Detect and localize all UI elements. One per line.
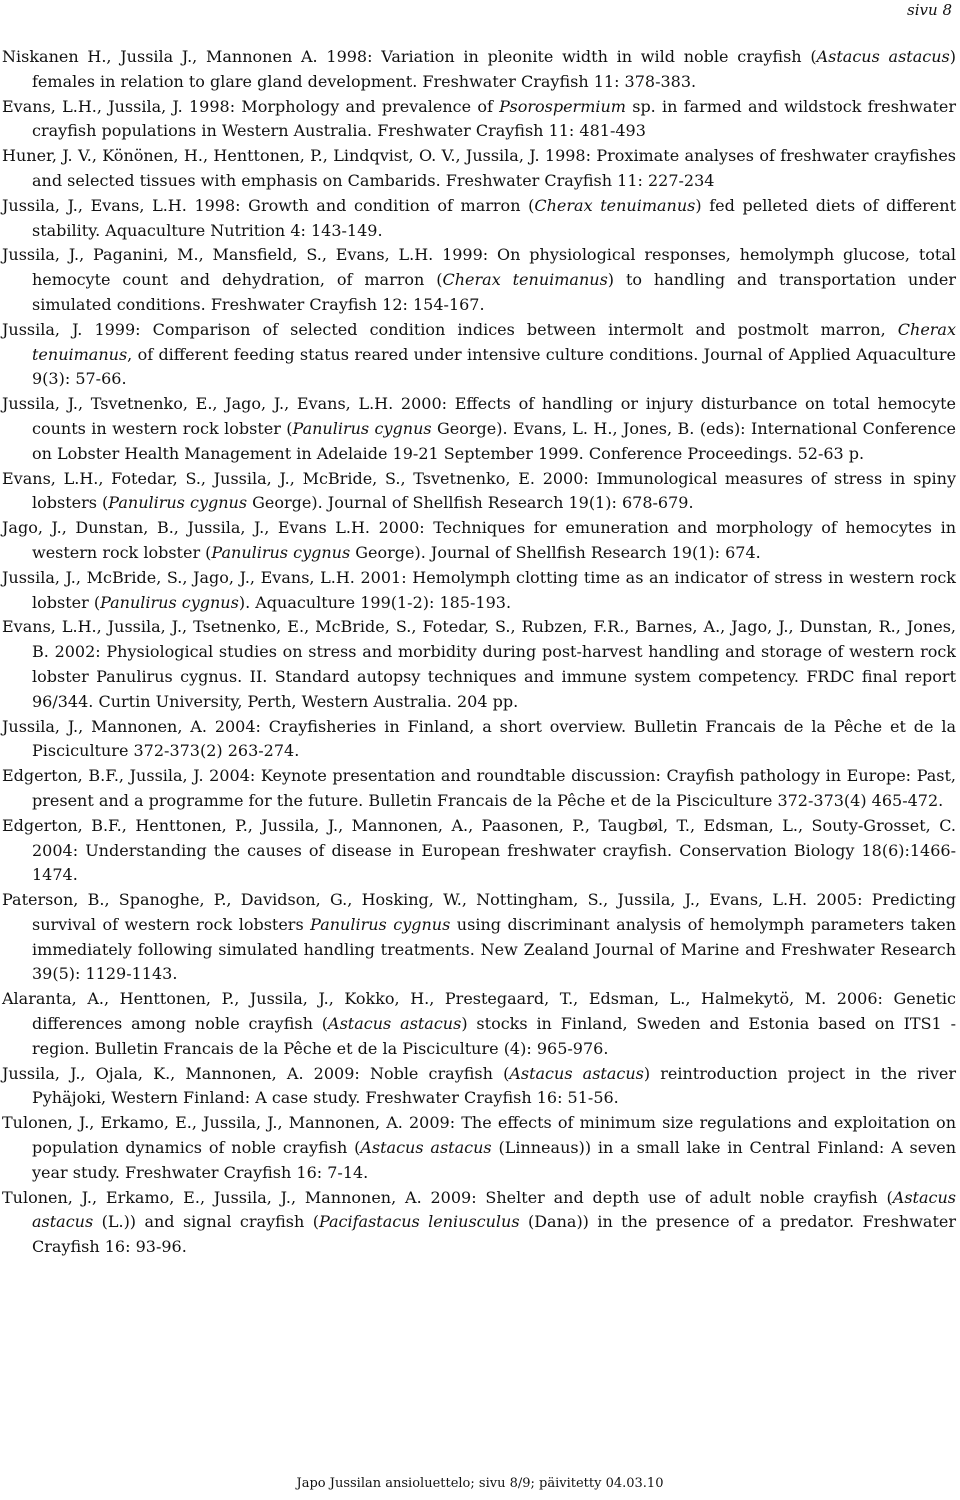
species-name: Psorospermium [499,96,626,116]
reference-list [2,45,956,1260]
reference-text: Evans, L.H., Jussila, J. 1998: Morphology and prevalence of [2,96,500,116]
reference-text: Alaranta, A., Henttonen, P., Jussila, J., Kokko, H., Prestegaard, T., Edsman, L., Halmekytö, M. 2006: Genetic differences among noble crayfish ( [2,989,956,1034]
reference-entry [2,987,956,1061]
reference-entry [2,615,956,714]
reference-entry [2,392,956,466]
reference-text: George). Journal of Shellfish Research 19(1): 678-679. [247,493,694,513]
reference-text: sp. in farmed and wildstock freshwater crayfish populations in Western Australia. Freshwater Crayfish 11: 481-493 [32,96,956,141]
reference-entry [2,516,956,566]
reference-text: ) fed pelleted diets of different stability. Aquaculture Nutrition 4: 143-149. [32,195,957,240]
reference-text: George). Journal of Shellfish Research 19(1): 674. [350,542,761,562]
species-name: Cherax tenuimanus [534,195,696,215]
reference-text: using discriminant analysis of hemolymph parameters taken immediately following simulated handling treatments. New Zealand Journal of Marine and Freshwater Research 39(5): 1129-1143. [32,914,956,984]
reference-entry [2,95,956,145]
reference-text: ) to handling and transportation under simulated conditions. Freshwater Crayfish 12: 154-167. [32,270,956,314]
species-name: Cherax tenuimanus [442,270,608,290]
reference-text: Jago, J., Dunstan, B., Jussila, J., Evans L.H. 2000: Techniques for emuneration and morphology of hemocytes in western rock lobster ( [2,518,956,562]
reference-entry [2,467,956,517]
reference-entry [2,764,956,814]
reference-text: Jussila, J., Ojala, K., Mannonen, A. 2009: Noble crayfish ( [2,1063,510,1083]
reference-entry [2,566,956,616]
reference-text: ). Aquaculture 199(1-2): 185-193. [238,592,512,612]
reference-entry [2,243,956,317]
species-name: Cherax tenuimanus [32,319,956,364]
species-name: Astacus astacus [32,1187,956,1232]
reference-text: Edgerton, B.F., Henttonen, P., Jussila, J., Mannonen, A., Paasonen, P., Taugbøl, T., Edsman, L., Souty-Grosset, C. 2004: Understanding the causes of disease in European freshwater crayfish. Conservation Biology 18(6):1466-1474. [2,815,956,885]
reference-text: Edgerton, B.F., Jussila, J. 2004: Keynote presentation and roundtable discussion: Crayfish pathology in Europe: Past, present and a programme for the future. Bulletin Francais de la Pêche et de la Pisciculture 372-373(4) 465-472. [2,766,956,810]
species-name: Astacus astacus [328,1014,462,1034]
reference-entry [2,144,956,194]
reference-entry [2,45,956,95]
reference-entry [2,1111,956,1185]
reference-text: Jussila, J., Evans, L.H. 1998: Growth and condition of marron ( [2,195,535,215]
reference-text: (Linneaus)) in a small lake in Central Finland: A seven year study. Freshwater Crayfish 16: 7-14. [32,1138,956,1182]
species-name: Panulirus cygnus [292,418,432,438]
reference-text: (Dana)) in the presence of a predator. Freshwater Crayfish 16: 93-96. [32,1212,957,1257]
reference-text: Evans, L.H., Fotedar, S., Jussila, J., McBride, S., Tsvetnenko, E. 2000: Immunological measures of stress in spiny lobsters ( [2,468,956,513]
reference-text: Jussila, J., Mannonen, A. 2004: Crayfisheries in Finland, a short overview. Bulletin Francais de la Pêche et de la Pisciculture 372-373(2) 263-274. [2,716,956,761]
reference-text: Jussila, J., McBride, S., Jago, J., Evans, L.H. 2001: Hemolymph clotting time as an indicator of stress in western rock lobster ( [2,567,956,612]
page-footer: Japo Jussilan ansioluettelo; sivu 8/9; päivitetty 04.03.10 [296,1476,664,1491]
reference-text: ) females in relation to glare gland development. Freshwater Crayfish 11: 378-383. [32,47,956,91]
reference-text: Jussila, J., Paganini, M., Mansfield, S., Evans, L.H. 1999: On physiological responses, hemolymph glucose, total hemocyte count and dehydration, of marron ( [2,245,956,290]
species-name: Panulirus cygnus [108,493,248,513]
reference-entry [2,814,956,888]
species-name: Astacus astacus [816,47,950,66]
species-name: Astacus astacus [360,1138,492,1158]
species-name: Astacus astacus [509,1063,644,1083]
species-name: Panulirus cygnus [310,914,451,934]
reference-text: George). Evans, L. H., Jones, B. (eds): International Conference on Lobster Health Management in Adelaide 19-21 September 1999. Conference Proceedings. 52-63 p. [32,418,956,463]
reference-entry [2,318,956,392]
reference-text: Paterson, B., Spanoghe, P., Davidson, G., Hosking, W., Nottingham, S., Jussila, J., Evans, L.H. 2005: Predicting survival of western rock lobsters [2,890,956,934]
reference-entry [2,888,956,987]
reference-text: Niskanen H., Jussila J., Mannonen A. 1998: Variation in pleonite width in wild noble crayfish ( [2,47,817,66]
reference-text: Jussila, J., Tsvetnenko, E., Jago, J., Evans, L.H. 2000: Effects of handling or injury disturbance on total hemocyte counts in western rock lobster ( [2,394,956,438]
reference-text: Huner, J. V., Könönen, H., Henttonen, P., Lindqvist, O. V., Jussila, J. 1998: Proximate analyses of freshwater crayfishes and selected tissues with emphasis on Cambarids. Freshwater Crayfish 11: 227-234 [2,146,956,190]
reference-entry [2,194,956,244]
reference-text: (L.)) and signal crayfish ( [93,1212,319,1232]
reference-text: , of different feeding status reared under intensive culture conditions. Journal of Applied Aquaculture 9(3): 57-66. [32,344,956,389]
reference-entry [2,715,956,765]
species-name: Panulirus cygnus [100,592,239,612]
reference-text: Jussila, J. 1999: Comparison of selected condition indices between intermolt and postmolt marron, [2,319,898,339]
reference-text: Evans, L.H., Jussila, J., Tsetnenko, E., McBride, S., Fotedar, S., Rubzen, F.R., Barnes, A., Jago, J., Dunstan, R., Jones, B. 2002: Physiological studies on stress and morbidity during post-harvest handling and storage of western rock lobster Panulirus cygnus. II. Standard autopsy techniques and immune system competency. FRDC final report 96/344. Curtin University, Perth, Western Australia. 204 pp. [2,617,956,711]
reference-text: Tulonen, J., Erkamo, E., Jussila, J., Mannonen, A. 2009: Shelter and depth use of adult noble crayfish ( [2,1187,893,1207]
species-name: Pacifastacus leniusculus [318,1212,520,1232]
reference-text: ) reintroduction project in the river Pyhäjoki, Western Finland: A case study. Freshwater Crayfish 16: 51-56. [32,1063,956,1108]
reference-entry [2,1062,956,1112]
page-number: sivu 8 [907,1,952,19]
species-name: Panulirus cygnus [211,542,351,562]
reference-entry [2,1186,956,1260]
reference-text: Tulonen, J., Erkamo, E., Jussila, J., Mannonen, A. 2009: The effects of minimum size regulations and exploitation on population dynamics of noble crayfish ( [2,1113,956,1158]
reference-text: ) stocks in Finland, Sweden and Estonia based on ITS1 -region. Bulletin Francais de la Pêche et de la Pisciculture (4): 965-976. [32,1014,956,1058]
